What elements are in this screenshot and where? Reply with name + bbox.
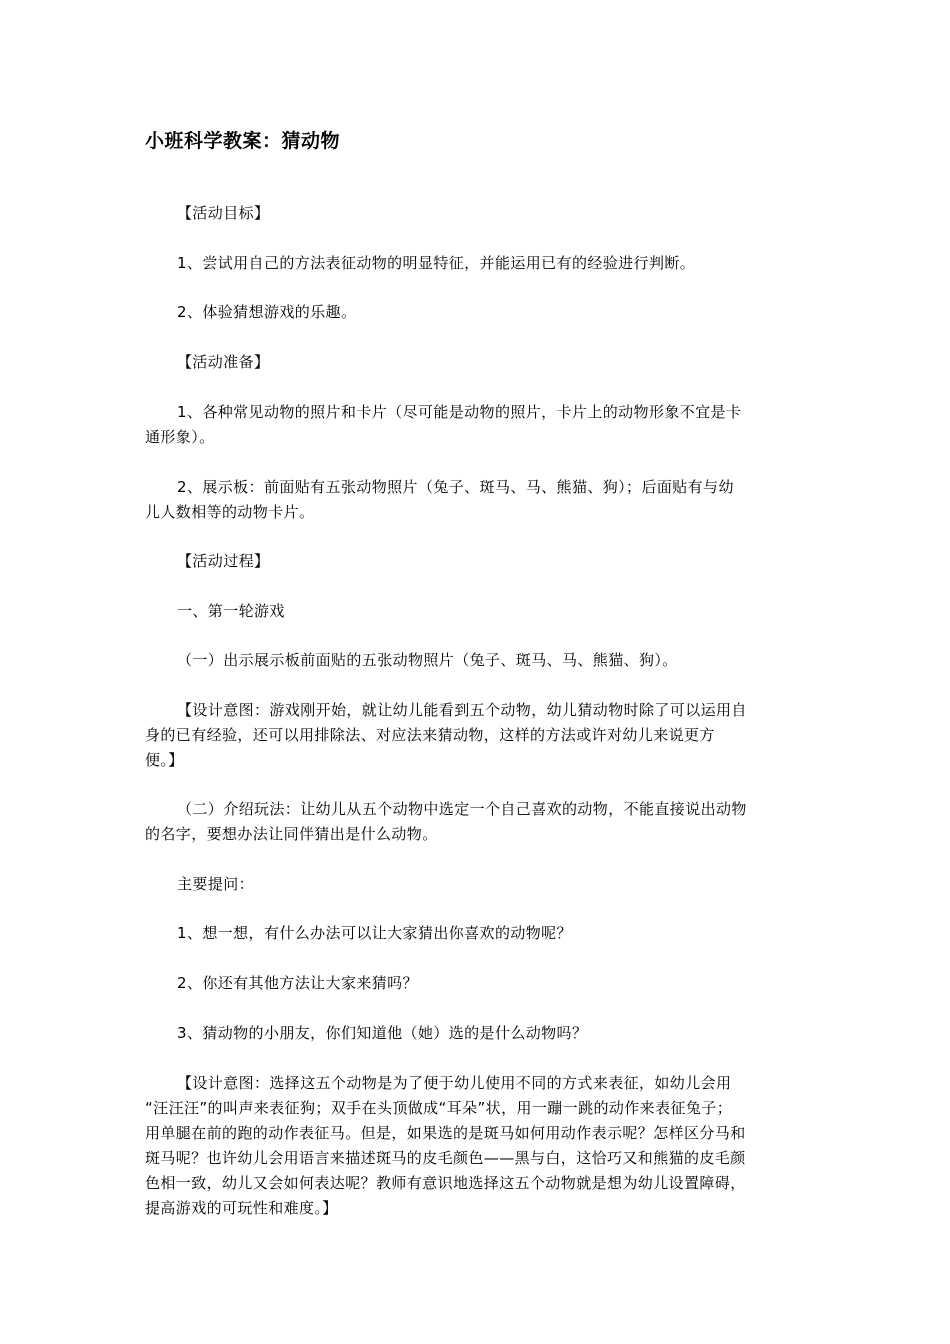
text-line: 儿人数相等的动物卡片。 — [145, 503, 315, 521]
question-2 — [145, 971, 805, 996]
question-3 — [145, 1021, 805, 1046]
document-title: 小班科学教案：猜动物 — [145, 130, 341, 152]
main-questions-heading — [145, 872, 805, 897]
goal-item-2 — [145, 300, 805, 325]
preparation-item-2 — [145, 475, 805, 525]
text-line: “汪汪汪”的叫声来表征狗；双手在头顶做成“耳朵”状，用一蹦一跳的动作来表征兔子； — [145, 1099, 733, 1117]
step-two — [145, 797, 805, 847]
text-line: 1、各种常见动物的照片和卡片（尽可能是动物的照片，卡片上的动物形象不宜是卡 — [177, 403, 742, 421]
text-line: （一）出示展示板前面贴的五张动物照片（兔子、斑马、马、熊猫、狗）。 — [177, 651, 678, 669]
step-one — [145, 648, 805, 673]
heading-activity-process — [145, 549, 805, 574]
text-line: 【设计意图：游戏刚开始，就让幼儿能看到五个动物，幼儿猜动物时除了可以运用自 — [177, 701, 747, 719]
text-line: 2、展示板：前面贴有五张动物照片（兔子、斑马、马、熊猫、狗）；后面贴有与幼 — [177, 478, 734, 496]
text-line: 斑马呢？也许幼儿会用语言来描述斑马的皮毛颜色——黑与白，这恰巧又和熊猫的皮毛颜 — [145, 1149, 746, 1167]
text-line: 身的已有经验，还可以用排除法、对应法来猜动物，这样的方法或许对幼儿来说更方 — [145, 726, 715, 744]
question-1 — [145, 921, 805, 946]
text-line: 1、想一想，有什么办法可以让大家猜出你喜欢的动物呢？ — [177, 924, 572, 942]
text-line: 1、尝试用自己的方法表征动物的明显特征，并能运用已有的经验进行判断。 — [177, 254, 696, 272]
text-line: 2、体验猜想游戏的乐趣。 — [177, 303, 357, 321]
design-intent-1 — [145, 698, 805, 773]
heading-activity-preparation — [145, 350, 805, 375]
text-line: 提高游戏的可玩性和难度。】 — [145, 1199, 338, 1217]
text-line: 的名字，要想办法让同伴猜出是什么动物。 — [145, 825, 438, 843]
text-line: 便。】 — [145, 751, 184, 769]
heading-activity-goals — [145, 201, 805, 226]
text-line: 一、第一轮游戏 — [177, 602, 285, 620]
text-line: 用单腿在前的跑的动作表征马。但是，如果选的是斑马如何用动作表示呢？怎样区分马和 — [145, 1124, 746, 1142]
text-line: 【活动目标】 — [177, 204, 270, 222]
design-intent-2 — [145, 1071, 805, 1221]
text-line: 【活动准备】 — [177, 353, 270, 371]
text-line: （二）介绍玩法：让幼儿从五个动物中选定一个自己喜欢的动物，不能直接说出动物 — [177, 800, 747, 818]
text-line: 【设计意图：选择这五个动物是为了便于幼儿使用不同的方式来表征，如幼儿会用 — [177, 1074, 732, 1092]
text-line: 3、猜动物的小朋友，你们知道他（她）选的是什么动物吗？ — [177, 1024, 588, 1042]
goal-item-1 — [145, 251, 805, 276]
text-line: 【活动过程】 — [177, 552, 270, 570]
text-line: 通形象）。 — [145, 428, 215, 446]
text-line: 2、你还有其他方法让大家来猜吗？ — [177, 974, 418, 992]
text-line: 主要提问： — [177, 875, 255, 893]
text-line: 色相一致，幼儿又会如何表达呢？教师有意识地选择这五个动物就是想为幼儿设置障碍， — [145, 1174, 746, 1192]
round-one-heading — [145, 599, 805, 624]
preparation-item-1 — [145, 400, 805, 450]
